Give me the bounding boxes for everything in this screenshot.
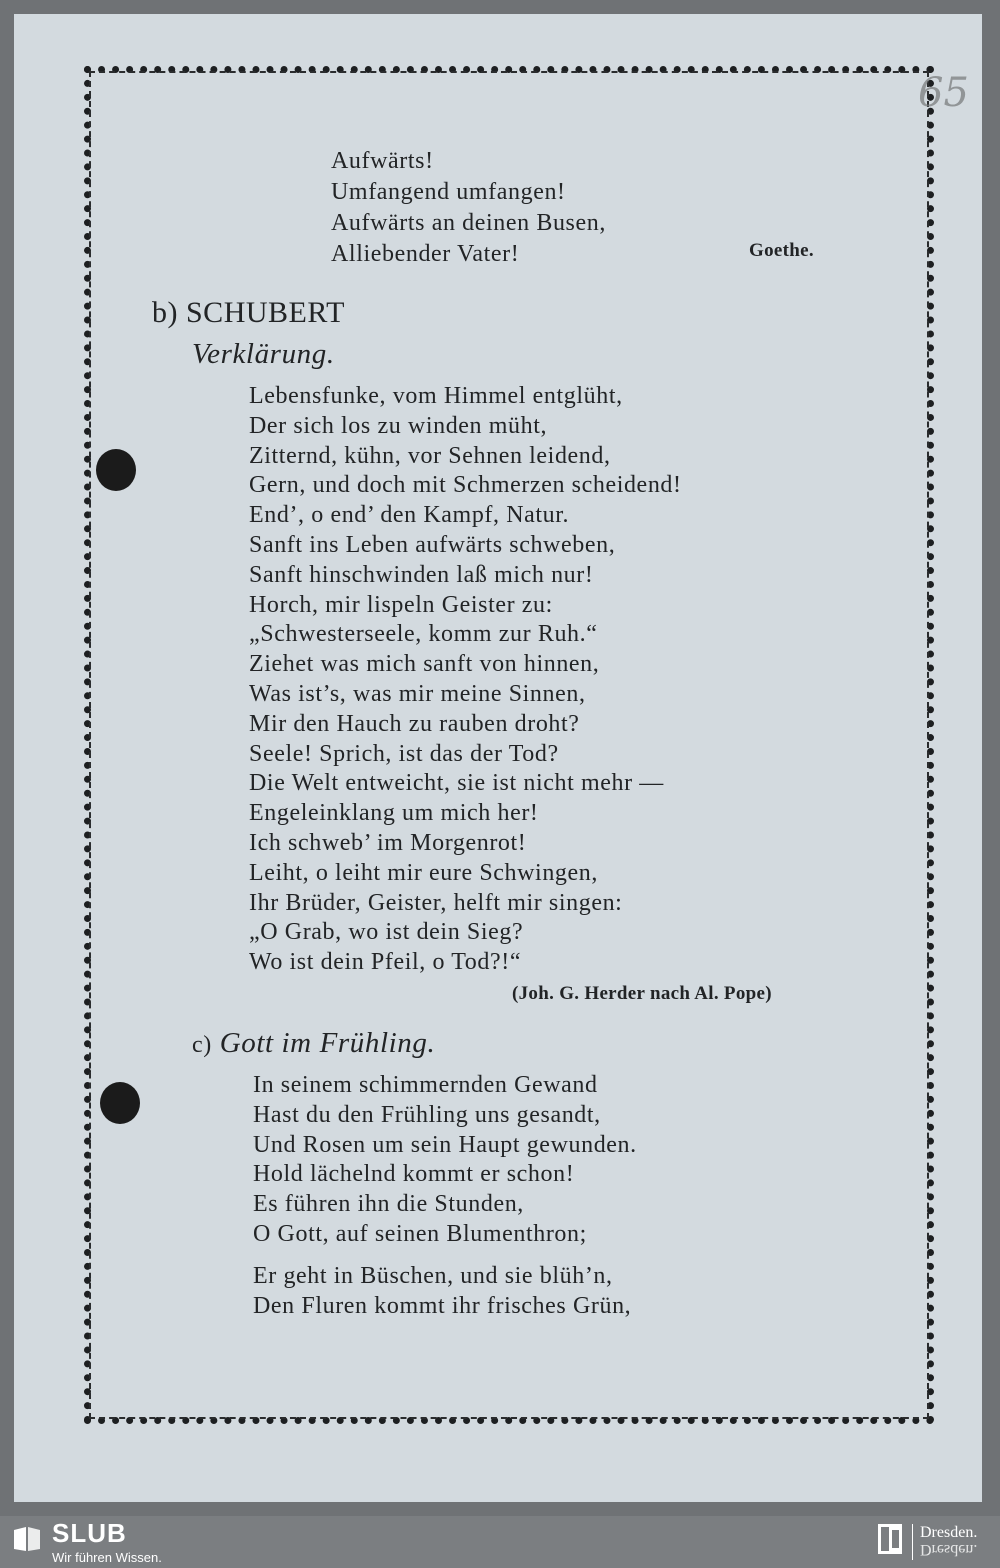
poem-line: Hold lächelnd kommt er schon! [253,1161,575,1188]
fruehling-stanza-2 [253,1262,631,1322]
section-c-label: c) [192,1032,212,1058]
poem-line: Aufwärts an deinen Busen, [331,210,606,236]
poem-line: Ziehet was mich sanft von hinnen, [249,651,600,678]
verklaerung-poem [249,382,682,978]
poem-line: Seele! Sprich, ist das der Tod? [249,740,559,767]
poem-line: Lebensfunke, vom Himmel entglüht, [249,383,623,409]
dresden-crest-icon [878,1524,902,1554]
poem-line: Ich schweb’ im Morgenrot! [249,829,527,856]
poem-line: „O Grab, wo ist dein Sieg? [249,919,524,946]
poem-line: Es führen ihn die Stunden, [253,1191,524,1218]
poem-line: Zitternd, kühn, vor Sehnen leidend, [249,442,611,469]
section-b-heading [152,296,345,330]
dresden-text: Dresden. [920,1524,978,1541]
poem-line: Der sich los zu winden müht, [249,412,548,439]
dresden-logo[interactable] [920,1524,977,1558]
poem-line: Sanft hinschwinden laß mich nur! [249,561,594,588]
slub-tagline: Wir führen Wissen. [52,1550,162,1565]
poem-line: Aufwärts! [331,148,434,174]
poem-line: Was ist’s, was mir meine Sinnen, [249,680,586,707]
fruehling-stanza-1 [253,1071,637,1250]
book-icon [12,1524,42,1554]
poem-line: Wo ist dein Pfeil, o Tod?!“ [249,949,522,976]
poem-line: Gern, und doch mit Schmerzen scheidend! [249,472,682,499]
poem-line: Den Fluren kommt ihr frisches Grün, [253,1292,632,1319]
song-title: Verklärung. [192,338,335,370]
song-title: Gott im Frühling. [219,1027,436,1059]
poem-line: End’, o end’ den Kampf, Natur. [249,502,570,529]
poem-line: Sanft ins Leben aufwärts schweben, [249,531,616,558]
poem-line: Ihr Brüder, Geister, helft mir singen: [249,889,623,916]
composer-name: SCHUBERT [186,296,345,329]
footer-divider [912,1524,913,1560]
poem-line: „Schwesterseele, komm zur Ruh.“ [249,621,598,648]
slub-brand[interactable]: SLUB [52,1518,127,1548]
poem-line: Engeleinklang um mich her! [249,800,539,827]
herder-attribution: (Joh. G. Herder nach Al. Pope) [512,983,772,1004]
punch-hole-bottom [100,1082,140,1124]
poem-line: O Gott, auf seinen Blumenthron; [253,1220,587,1247]
poem-line: Mir den Hauch zu rauben droht? [249,710,580,737]
poem-line: Leiht, o leiht mir eure Schwingen, [249,859,598,886]
poem-line: Und Rosen um sein Haupt gewunden. [253,1131,637,1158]
section-c-heading [192,1027,435,1060]
punch-hole-top [96,449,136,491]
poem-line: In seinem schimmernden Gewand [253,1072,598,1098]
dresden-text-mirrored: Dresden. [920,1541,978,1558]
poem-line: Umfangend umfangen! [331,179,566,205]
goethe-attribution: Goethe. [749,240,814,261]
poem-line: Die Welt entweicht, sie ist nicht mehr — [249,770,664,797]
poem-line: Hast du den Frühling uns gesandt, [253,1101,601,1128]
handwritten-page-number: 65 [918,70,969,116]
poem-line: Alliebender Vater! [331,241,520,267]
goethe-stanza [331,146,606,270]
footer-bar [0,1516,1000,1568]
poem-line: Horch, mir lispeln Geister zu: [249,591,553,618]
poem-line: Er geht in Büschen, und sie blüh’n, [253,1263,613,1289]
section-b-label: b) [152,296,178,329]
